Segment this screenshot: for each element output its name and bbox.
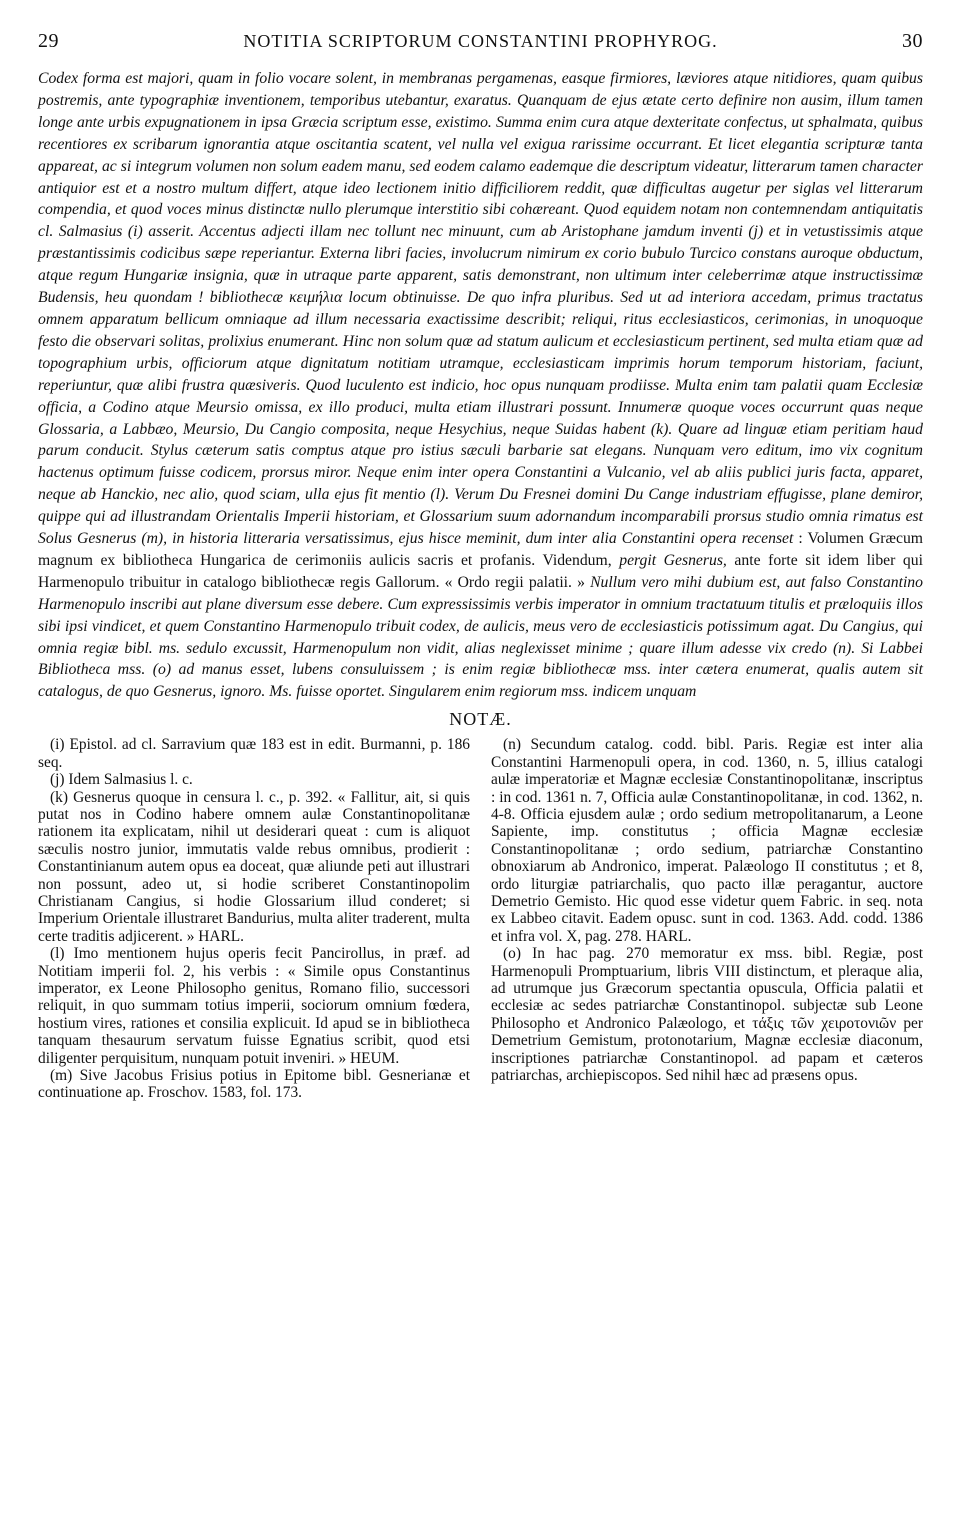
left-page-number: 29 [38, 30, 59, 52]
main-text-italic-1: Codex forma est majori, quam in folio vocare solent, in membranas pergamenas, easque firmiores, læviores atque nitidiores, quam quibus postremis, ante typographiæ inventionem, temporibus utebantur, exaratus. Quanquam de ejus ætate certo definire non ausim, illum tamen longe ante urbis expugnationem in ipsa Græcia scriptum esse, existimo. Summa enim cura atque dexteritate confectus, ut sphalmata, quibus recentiores ex scribarum ignorantia atque oscitantia scatent, vel nulla vel exigua rarissime occurrant. Et licet elegantia scripturæ tanta appareat, ac si integrum volumen non solum eadem manu, sed eodem calamo eademque die descriptum videatur, litterarum tamen character antiquior est et a nostro multum differt, atque ideo lectionem initio difficiliorem reddit, quæ difficultas augetur per siglas vel litterarum compendia, et quod voces minus distinctæ nullo plerumque interstitio sibi cohæreant. Quod equidem notam non contemnendam antiquitatis cl. Salmasius (i) asserit. Accentus adjecti illam nec tollunt nec minuunt, cum ab Aristophane jamdum inventi (j) et in vetustissimis atque præstantissimis codicibus sæpe reperiantur. Externa libri facies, involucrum nimirum ex corio bubulo Turcico constans auroque obductum, atque regum Hungariæ insignia, quæ in utraque parte apparent, satis demonstrant, non ultimum inter celeberrimæ atque instructissimæ Budensis, heu quondam ! bibliothecæ κειμήλια locum obtinuisse. De quo infra pluribus. Sed ut ad interiora accedam, primus tractatus omnem apparatum bellicum omniaque ad illum necessaria exactissime describit; reliqui, ritus ecclesiasticos, cerimonias, in unoquoque festo die observari solitas, prolixius enumerant. Hinc non solum quæ ad statum aulicum et ecclesiasticum pertinent, sed multa etiam quæ ad topographium urbis, officiorum atque dignitatum notitiam utramque, ecclesiasticam imprimis horum temporum historiam, faciunt, reperiuntur, quæ alibi frustra quæsiveris. Quod luculento est indicio, hoc opus nunquam prodiisse. Multa enim tam palatii quam Ecclesiæ officia, a Codino atque Meursio omissa, ex illo produci, multa etiam illustrari possunt. Innumeræ quoque voces occurrunt quas neque Glossaria, a Labbæo, Meursio, Du Cangio composita, neque Hesychius, neque Suidas habent (k). Quare ad linguæ etiam peritiam haud parum conducit. Stylus cæterum satis comptus atque pro istius sæculi barbarie sat elegans. Nunquam vero editum, imo vix cognitum hactenus optimum fuisse codicem, prorsus miror. Neque enim inter opera Constantini a Vulcanio, vel ab aliis publici juris facta, apparet, neque ab Hanckio, nec alio, quod sciam, ulla ejus fit mentio (l). Verum Du Fresnei domini Du Cange industriam effugisse, plane demiror, quippe qui ad illustrandam Orientalis Imperii historiam, et Glossarium suum adornandum incomparabili prorsus studio omnia rimatus est Solus Gesnerus (m), in historia litteraria versatissimus, ejus hisce meminit, dum inter alia Constantini opera recenset [38, 70, 923, 548]
main-text [38, 68, 923, 703]
footnote-l: (l) Imo mentionem hujus operis fecit Pancirollus, in præf. ad Notitiam imperii fol. 2, his verbis : « Simile opus Constantinus imperator, ex Leone Philosopho genitus, Romano filio, successori reliquit, in quo summam totius imperii, sociorum omnium fœdera, hostium vires, rationes et consilia explicuit. Id apud se in bibliotheca tanquam thesaurum servatum fuisse Egnatius scribit, quod etsi diligenter perquisitum, nunquam potuit inveniri. » HEUM. [38, 945, 470, 1067]
footnote-k: (k) Gesnerus quoque in censura l. c., p. 392. « Fallitur, ait, si quis putat nos in Codino habere omnem aulæ Constantinopolitanæ rationem ita explicatam, nihil ut desiderari queat : cum is aliquot sæculis nostro junior, immutatis valde rebus omnibus, prodierit : Constantinianum autem opus ea doceat, quæ aliunde peti aut illustrari non possunt, adeo ut, si hodie scriberet Constantinopolim Christianam Cangius, si hodie Glossarium illud conderet; si Imperium Orientale illustraret Bandurius, multa aliter traderent, multa certe traditis adjicerent. » HARL. [38, 788, 470, 945]
footnotes-left-column [38, 736, 470, 1102]
footnote-i: (i) Epistol. ad cl. Sarravium quæ 183 est in edit. Burmanni, p. 186 seq. [38, 736, 470, 771]
running-header [38, 30, 923, 60]
notes-heading: NOTÆ. [449, 709, 512, 730]
footnote-j: (j) Idem Salmasius l. c. [50, 771, 193, 789]
page [38, 30, 923, 1102]
footnote-n: (n) Secundum catalog. codd. bibl. Paris. Regiæ est inter alia Constantini Harmenopuli opera, in cod. 1360, n. 5, illius catalogi aulæ imperatoriæ et Magnæ ecclesiæ Constantinopolitanæ, inscriptus : in cod. 1361 n. 7, Officia aulæ Constantinopolitanæ, in cod. 1362, n. 4-8. Officia ejusdem aulæ ; ordo sedium metropolitanarum, a Leone Sapiente, imp. constitutus ; officia Magnæ ecclesiæ Constantinopolitanæ ; ordo sedium, patriarchæ Constantino obnoxiarum ab Andronico, imperat. Palæologo II constitutus ; et 8, ordo liturgiæ patriarchalis, quo pacto illæ peragantur, auctore Demetrio Gemisto. Hic quod esse videtur quem Fabric. in seq. nota ex Labbeo citavit. Eadem opusc. sunt in cod. 1363. Add. codd. 1386 et infra vol. X, pag. 278. HARL. [491, 736, 923, 945]
running-title: NOTITIA SCRIPTORUM CONSTANTINI PROPHYROG. [243, 31, 718, 51]
main-text-roman-2: ante forte sit idem liber qui Harmenopulo tribuitur in catalogo bibliothecæ regis Gallorum. « Ordo regii palatii. » [38, 551, 923, 591]
footnotes [38, 736, 923, 1102]
main-text-roman-1: : Volumen Græcum magnum ex bibliotheca Hungarica de cerimoniis aulicis sacris et profanis. Videndum, [38, 530, 923, 569]
footnote-m: (m) Sive Jacobus Frisius potius in Epitome bibl. Gesnerianæ et continuatione ap. Froschov. 1583, fol. 173. [38, 1067, 470, 1102]
footnote-o: (o) In hac pag. 270 memoratur ex mss. bibl. Regiæ, post Harmenopuli Promptuarium, libris VIII distinctum, et pleraque alia, ad utrumque jus Græcorum spectantia opuscula, Officia palatii et ecclesiæ ac sedes patriarchæ Constantinopol. subjectæ sub Leone Philosopho et Andronico Palæologo, et τάξις τῶν χειροτονιῶν per Demetrium Gemistum, protonotarium, Magnæ ecclesiæ diaconum, inscriptiones patriarchæ Constantinopol. ad papam et cæteros patriarchas, archiepiscopos. Sed nihil hæc ad præsens opus. [491, 945, 923, 1084]
footnotes-right-column [491, 736, 923, 1102]
right-page-number: 30 [901, 30, 923, 52]
main-text-italic-2: pergit Gesnerus, [619, 551, 727, 569]
main-text-italic-3: Nullum vero mihi dubium est, aut falso Constantino Harmenopulo inscribi aut plane diversum esse debere. Cum expressissimis verbis imperator in omnium tractatuum titulis et præloquiis illos sibi ipsi vindicet, et quem Constantino Harmenopulo tribuit codex, de aulicis, meus vero de ecclesiasticis potissimum agat. Du Cangius, qui omnia regiæ bibl. ms. sedulo excussit, Harmenopulum non vidit, alias neglexisset minime ; quare illum adesse vix credo (n). Si Labbei Bibliotheca mss. (o) ad manus esset, lubens consuluissem ; is enim regiæ bibliothecæ mss. inter cætera enumerat, qualis autem sit catalogus, de quo Gesnerus, ignoro. Ms. fuisse oportet. Singularem enim regiorum mss. indicem unquam [38, 573, 923, 701]
